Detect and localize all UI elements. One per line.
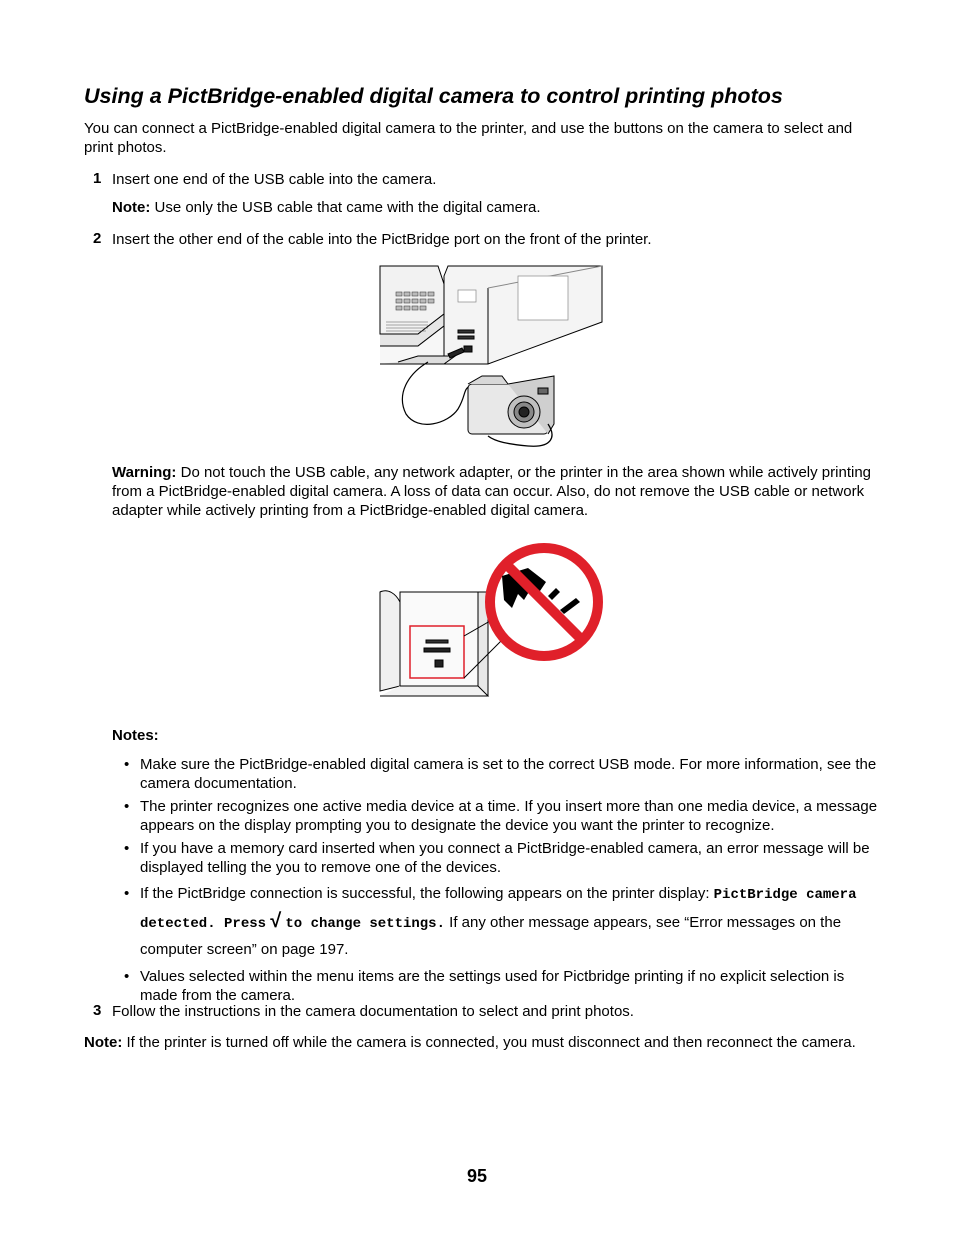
printer-camera-illustration	[378, 264, 604, 450]
warning-paragraph	[112, 463, 882, 520]
final-note-label: Note:	[84, 1034, 123, 1051]
notes-list	[140, 755, 878, 1009]
checkmark-icon: √	[270, 910, 282, 932]
display-message-code-1: PictBridge camera detected. Press	[140, 887, 857, 932]
display-message-code-2: to change settings.	[285, 916, 445, 932]
final-note-text: If the printer is turned off while the camera is connected, you must disconnect and then reconnect the camera.	[126, 1034, 856, 1051]
note4-prefix: If the PictBridge connection is successful, the following appears on the printer display:	[140, 885, 714, 902]
step-1-number: 1	[93, 170, 102, 187]
final-note	[84, 1033, 884, 1052]
step-1-text: Insert one end of the USB cable into the camera.	[112, 171, 437, 188]
step-1-note-text: Use only the USB cable that came with the digital camera.	[154, 199, 541, 216]
step-2-text: Insert the other end of the cable into the PictBridge port on the front of the printer.	[112, 231, 652, 248]
notes-heading: Notes:	[112, 727, 159, 744]
intro-paragraph: You can connect a PictBridge-enabled digital camera to the printer, and use the buttons on the camera to select and print photos.	[84, 120, 853, 156]
note-item: • Values selected within the menu items are the settings used for Pictbridge printing if no explicit selection is made from the camera.	[140, 967, 878, 1005]
step-2-number: 2	[93, 230, 102, 247]
page-number: 95	[466, 1166, 488, 1186]
step-3-text: Follow the instructions in the camera documentation to select and print photos.	[112, 1003, 634, 1020]
step-1-note	[112, 198, 541, 217]
do-not-touch-illustration	[378, 536, 604, 698]
note-item-display-message	[140, 881, 878, 963]
note4-suffix: If any other message appears, see “Error messages on the computer screen” on page 197.	[140, 914, 842, 958]
note-item: • Make sure the PictBridge-enabled digital camera is set to the correct USB mode. For more information, see the camera documentation.	[140, 755, 878, 793]
warning-text: Do not touch the USB cable, any network adapter, or the printer in the area shown while actively printing from a PictBridge-enabled digital camera. A loss of data can occur. Also, do not remove the USB cable or network adapter while actively printing from a PictBridge-enabled digital camera.	[112, 464, 871, 519]
step-3-number: 3	[93, 1002, 102, 1019]
note-item: • If you have a memory card inserted when you connect a PictBridge-enabled camera, an error message will be displayed telling the you to remove one of the devices.	[140, 839, 878, 877]
step-1-note-label: Note:	[112, 199, 151, 216]
warning-label: Warning:	[112, 464, 177, 481]
note-item: • The printer recognizes one active media device at a time. If you insert more than one media device, a message appears on the display prompting you to designate the device you want the printer to recognize.	[140, 797, 878, 835]
page-title: Using a PictBridge-enabled digital camera to control printing photos	[84, 84, 783, 108]
